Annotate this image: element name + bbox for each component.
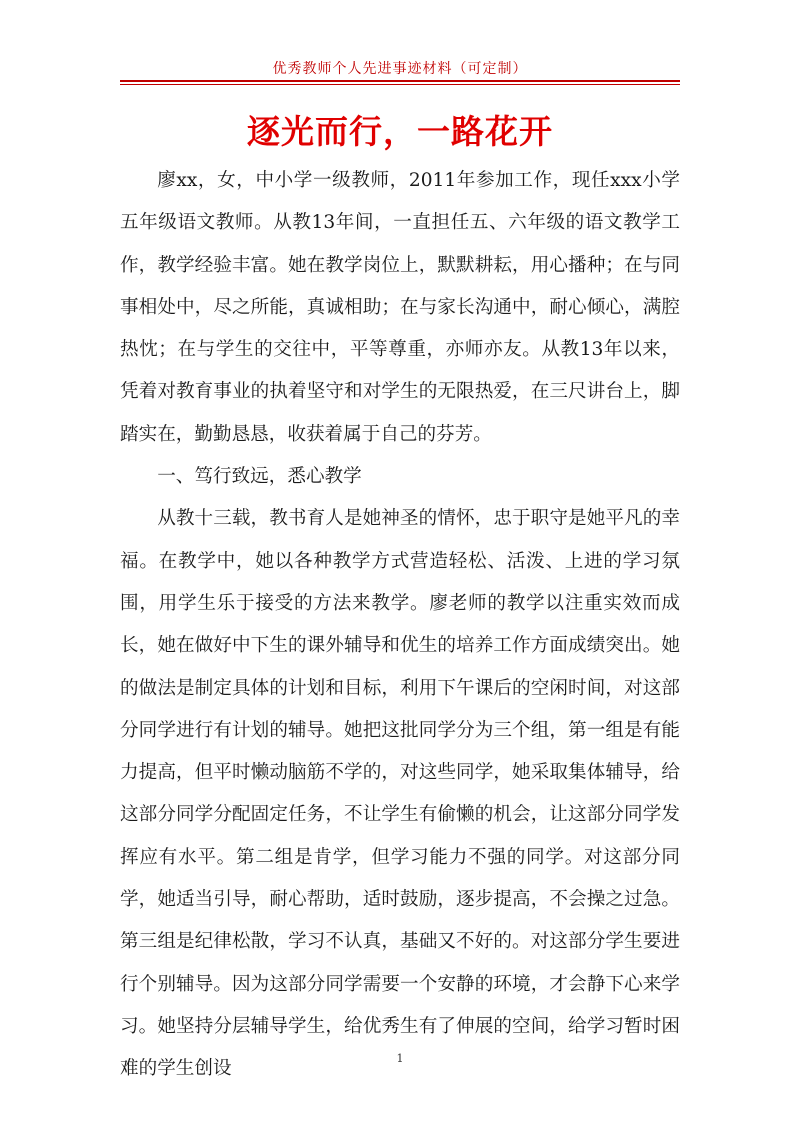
page-header: 优秀教师个人先进事迹材料（可定制） — [272, 61, 528, 77]
document-title: 逐光而行，一路花开 — [247, 112, 553, 151]
document-body — [120, 160, 680, 1091]
header-rule-thin — [120, 84, 680, 85]
paragraph-intro: 廖xx，女，中小学一级教师，2011年参加工作，现任xxx小学五年级语文教师。从教13年间，一直担任五、六年级的语文教学工作，教学经验丰富。她在教学岗位上，默默耕耘，用心播种；在与同事相处中，尽之所能，真诚相助；在与家长沟通中，耐心倾心，满腔热忱；在与学生的交往中，平等尊重，亦师亦友。从教13年以来，凭着对教育事业的执着坚守和对学生的无限热爱，在三尺讲台上，脚踏实在，勤勤恳恳，收获着属于自己的芬芳。 — [120, 170, 680, 445]
page-number: 1 — [396, 1052, 404, 1065]
paragraph-teaching: 从教十三载，教书育人是她神圣的情怀，忠于职守是她平凡的幸福。在教学中，她以各种教学方式营造轻松、活泼、上进的学习氛围，用学生乐于接受的方法来教学。廖老师的教学以注重实效而成长，她在做好中下生的课外辅导和优生的培养工作方面成绩突出。她的做法是制定具体的计划和目标，利用下午课后的空闲时间，对这部分同学进行有计划的辅导。她把这批同学分为三个组，第一组是有能力提高，但平时懒动脑筋不学的，对这些同学，她采取集体辅导，给这部分同学分配固定任务，不让学生有偷懒的机会，让这部分同学发挥应有水平。第二组是肯学，但学习能力不强的同学。对这部分同学，她适当引导，耐心帮助，适时鼓励，逐步提高，不会操之过急。第三组是纪律松散，学习不认真，基础又不好的。对这部分学生要进行个别辅导。因为这部分同学需要一个安静的环境，才会静下心来学习。她坚持分层辅导学生，给优秀生有了伸展的空间，给学习暂时困难的学生创设 — [120, 508, 680, 1080]
section-heading: 一、笃行致远，悉心教学 — [157, 466, 362, 488]
header-rule-thick — [120, 80, 680, 82]
